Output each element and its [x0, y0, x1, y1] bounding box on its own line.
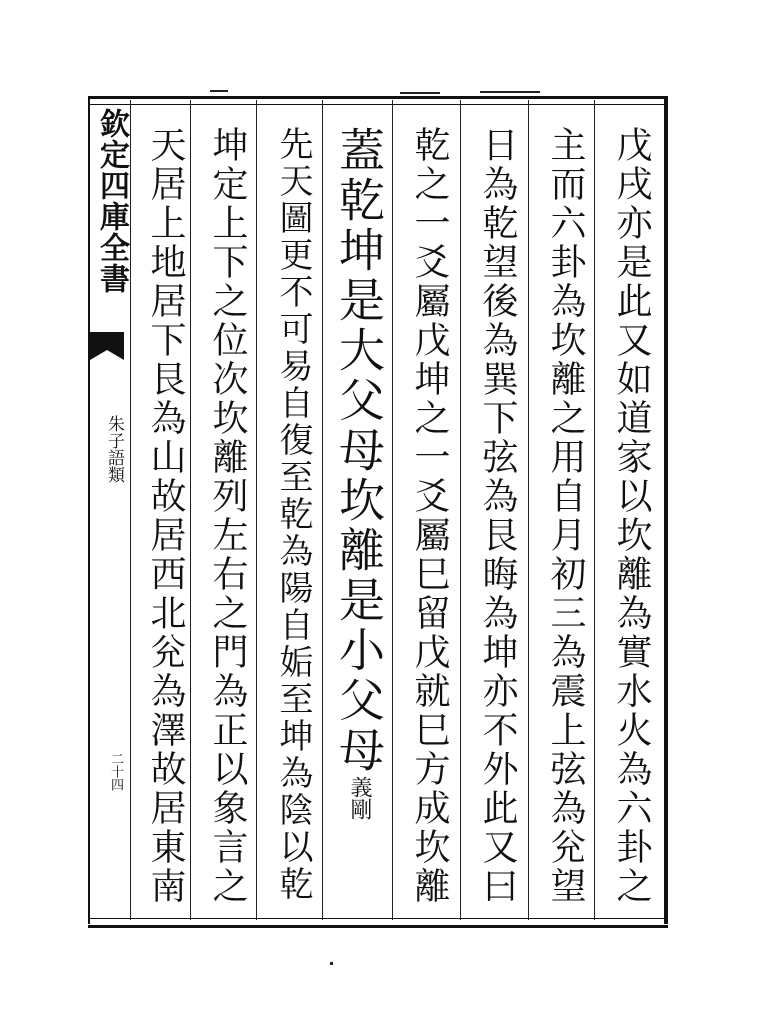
text-column-body: 蓋乾坤是大父母坎離是小父母 [332, 126, 386, 776]
section-title: 朱子語類 [104, 415, 124, 483]
column-divider [460, 100, 461, 920]
margin-strip [90, 100, 130, 918]
column-divider [392, 100, 393, 920]
column-divider [130, 100, 131, 920]
text-column: 坤定上下之位次坎離列左右之門為正以象言之 [207, 126, 248, 906]
frame-bottom-border [88, 918, 668, 928]
scan-speck [480, 91, 540, 93]
text-column: 戊戌亦是此又如道家以坎離為實水火為六卦之 [611, 126, 652, 906]
text-column: 先天圖更不可易自復至乾為陽自姤至坤為陰以乾 [273, 126, 313, 903]
book-title: 欽定四庫全書 [94, 108, 129, 294]
text-column: 乾之一爻屬戊坤之一爻屬巳留戊就巳方成坎離 [409, 126, 450, 906]
column-divider [528, 100, 529, 920]
text-column: 主而六卦為坎離之用自月初三為震上弦為兊望 [545, 126, 586, 906]
scan-speck [400, 92, 440, 94]
text-column [328, 126, 390, 820]
text-column: 天居上地居下艮為山故居西北兊為澤故居東南 [145, 126, 186, 906]
page-number: 二十四 [108, 752, 123, 791]
attribution-note: 義剛 [347, 776, 372, 820]
frame-top-border [88, 96, 668, 105]
scan-speck [330, 962, 333, 965]
scan-speck [210, 90, 228, 92]
fishtail-mark-icon [90, 332, 124, 362]
text-column: 日為乾望後為巽下弦為艮晦為坤亦不外此又曰 [477, 126, 518, 906]
frame-right-border [664, 96, 668, 924]
